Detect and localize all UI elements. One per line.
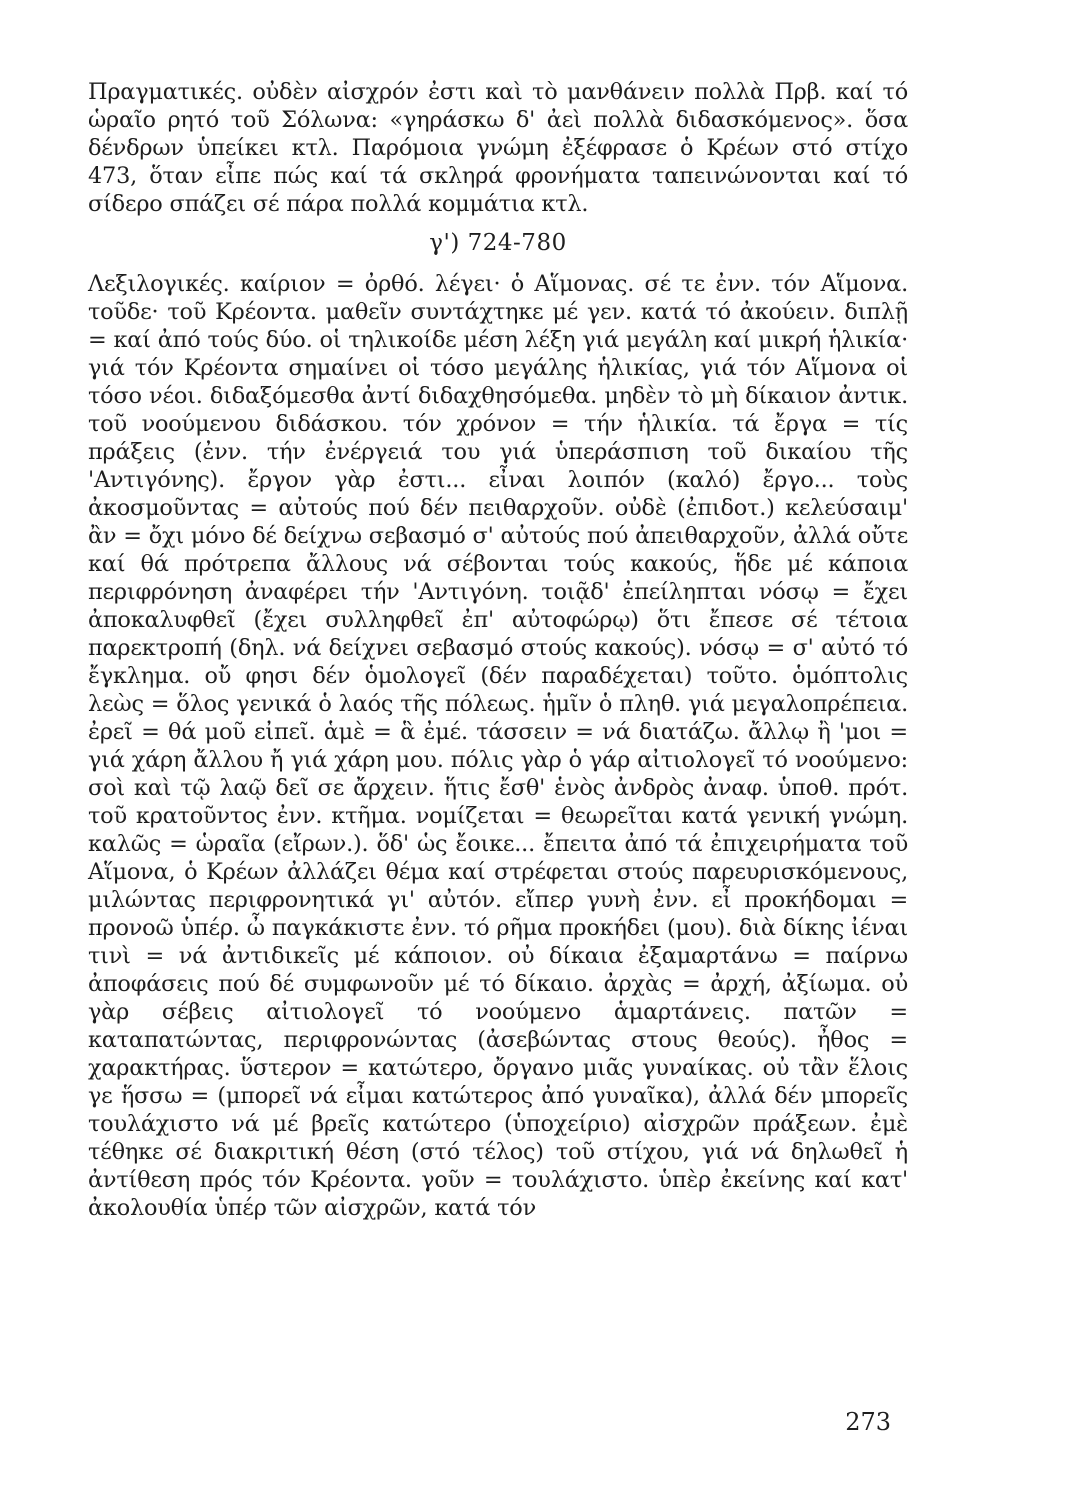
paragraph-1: Πραγματικές. οὐδὲν αἰσχρόν ἐστι καὶ τὸ μανθάνειν πολλὰ Πρβ. καί τό ὡραῖο ρητό τοῦ Σόλωνα: «γηράσκω δ' ἀεὶ πολλὰ διδασκόμενος». ὅσα δένδρων ὑπείκει κτλ. Παρόμοια γνώμη ἐξέφρασε ὁ Κρέων στό στίχο 473, ὅταν εἶπε πώς καί τά σκληρά φρονήματα ταπεινώνονται καί τό σίδερο σπάζει σέ πάρα πολλά κομμάτια κτλ. <box>88 79 908 217</box>
page-number: 273 <box>845 1408 891 1436</box>
section-heading: γ') 724-780 <box>429 230 567 256</box>
paragraph-2: Λεξιλογικές. καίριον = ὀρθό. λέγει· ὁ Αἵμονας. σέ τε ἐνν. τόν Αἵμονα. τοῦδε· τοῦ Κρέοντα. μαθεῖν συντάχτηκε μέ γεν. κατά τό ἀκούειν. διπλῇ = καί ἀπό τούς δύο. οἱ τηλικοίδε μέση λέξη γιά μεγάλη καί μικρή ἡλικία· γιά τόν Κρέοντα σημαίνει οἱ τόσο μεγάλης ἡλικίας, γιά τόν Αἵμονα οἱ τόσο νέοι. διδαξόμεσθα ἀντί διδαχθησόμεθα. μηδὲν τὸ μὴ δίκαιον ἀντικ. τοῦ νοούμενου διδάσκου. τόν χρόνον = τήν ἡλικία. τά ἔργα = τίς πράξεις (ἐνν. τήν ἐνέργειά του γιά ὑπεράσπιση τοῦ δικαίου τῆς 'Αντιγόνης). ἔργον γὰρ ἐστι... εἶναι λοιπόν (καλό) ἔργο... τοὺς ἀκοσμοῦντας = αὐτούς πού δέν πειθαρχοῦν. οὐδὲ (ἐπιδοτ.) κελεύσαιμ' ἂν = ὄχι μόνο δέ δείχνω σεβασμό σ' αὐτούς πού ἀπειθαρχοῦν, ἀλλά οὔτε καί θά πρότρεπα ἄλλους νά σέβονται τούς κακούς, ἥδε μέ κάποια περιφρόνηση ἀναφέρει τήν 'Αντιγόνη. τοιᾷδ' ἐπείληπται νόσῳ = ἔχει ἀποκαλυφθεῖ (ἔχει συλληφθεῖ ἐπ' αὐτοφώρῳ) ὅτι ἔπεσε σέ τέτοια παρεκτροπή (δηλ. νά δείχνει σεβασμό στούς κακούς). νόσῳ = σ' αὐτό τό ἔγκλημα. οὔ φησι δέν ὁμολογεῖ (δέν παραδέχεται) τοῦτο. ὁμόπτολις λεὼς = ὅλος γενικά ὁ λαός τῆς πόλεως. ἡμῖν ὁ πληθ. γιά μεγαλοπρέπεια. ἐρεῖ = θά μοῦ εἰπεῖ. ἁμὲ = ἃ ἐμέ. τάσσειν = νά διατάζω. ἄλλῳ ἢ 'μοι = γιά χάρη ἄλλου ἤ γιά χάρη μου. πόλις γὰρ ὁ γάρ αἰτιολογεῖ τό νοούμενο: σοὶ καὶ τῷ λαῷ δεῖ σε ἄρχειν. ἥτις ἔσθ' ἑνὸς ἀνδρὸς ἀναφ. ὑποθ. πρότ. τοῦ κρατοῦντος ἐνν. κτῆμα. νομίζεται = θεωρεῖται κατά γενική γνώμη. καλῶς = ὡραῖα (εἴρων.). ὅδ' ὡς ἔοικε... ἔπειτα ἀπό τά ἐπιχειρήματα τοῦ Αἵμονα, ὁ Κρέων ἀλλάζει θέμα καί στρέφεται στούς παρευρισκόμενους, μιλώντας περιφρονητικά γι' αὐτόν. εἴπερ γυνὴ ἐνν. εἶ προκήδομαι = προνοῶ ὑπέρ. ὦ παγκάκιστε ἐνν. τό ρῆμα προκήδει (μου). διὰ δίκης ἰέναι τινὶ = νά ἀντιδικεῖς μέ κάποιον. οὐ δίκαια ἐξαμαρτάνω = παίρνω ἀποφάσεις πού δέ συμφωνοῦν μέ τό δίκαιο. ἀρχὰς = ἀρχή, ἀξίωμα. οὐ γὰρ σέβεις αἰτιολογεῖ τό νοούμενο ἁμαρτάνεις. πατῶν = καταπατώντας, περιφρονώντας (ἀσεβώντας στους θεούς). ἦθος = χαρακτήρας. ὕστερον = κατώτερο, ὄργανο μιᾶς γυναίκας. οὐ τἂν ἕλοις γε ἥσσω = (μπορεῖ νά εἶμαι κατώτερος ἀπό γυναῖκα), ἀλλά δέν μπορεῖς τουλάχιστο νά μέ βρεῖς κατώτερο (ὑποχείριο) αἰσχρῶν πράξεων. ἐμὲ τέθηκε σέ διακριτική θέση (στό τέλος) τοῦ στίχου, γιά νά δηλωθεῖ ἡ ἀντίθεση πρός τόν Κρέοντα. γοῦν = τουλάχιστο. ὑπὲρ ἐκείνης καί κατ' ἀκολουθία ὑπέρ τῶν αἰσχρῶν, κατά τόν <box>88 271 908 1221</box>
page-body <box>88 78 908 1222</box>
